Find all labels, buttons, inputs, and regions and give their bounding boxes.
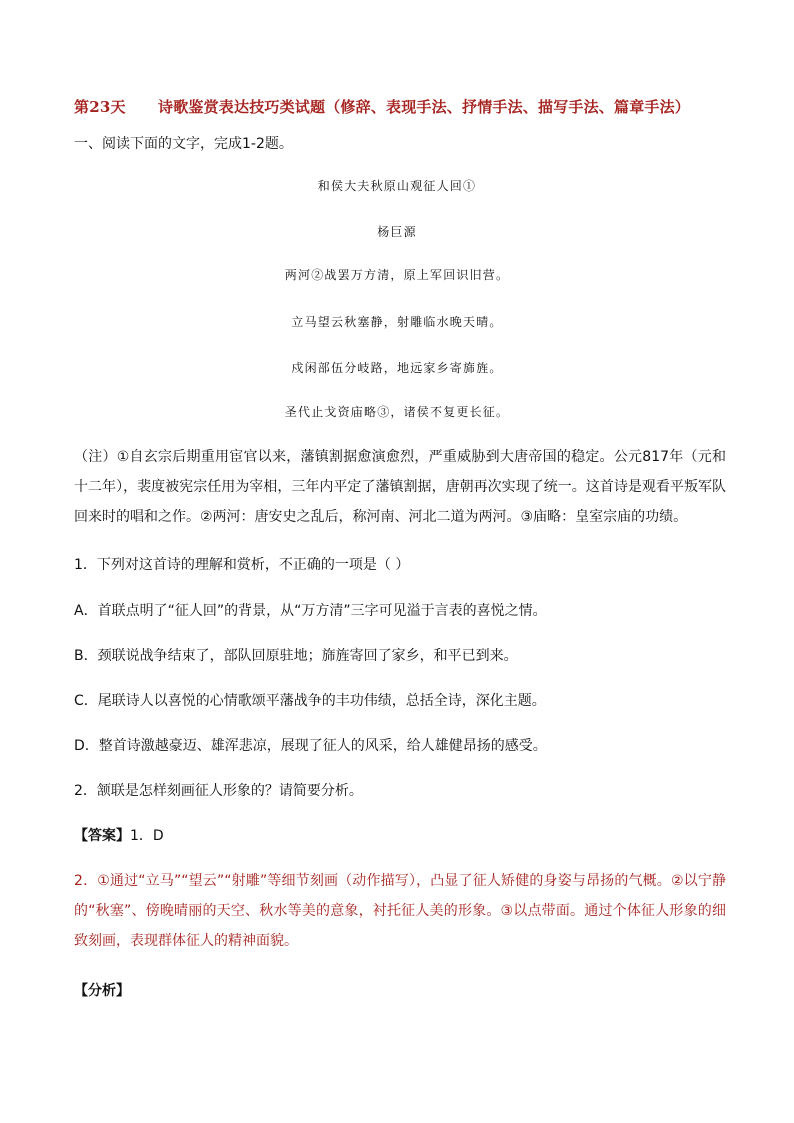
topic-label: 诗歌鉴赏表达技巧类试题（修辞、表现手法、抒情手法、描写手法、篇章手法） bbox=[158, 98, 691, 116]
section-intro: 一、阅读下面的文字，完成1-2题。 bbox=[74, 136, 293, 152]
page-title bbox=[74, 96, 734, 117]
analysis-label: 【分析】 bbox=[74, 983, 130, 999]
poem-line-4: 圣代止戈资庙略③，诸侯不复更长征。 bbox=[284, 405, 510, 419]
poem-line-2: 立马望云秋塞静，射雕临水晚天晴。 bbox=[291, 315, 503, 329]
poem-line-1: 两河②战罢万方清，原上军回识旧营。 bbox=[284, 268, 510, 282]
answer-line bbox=[74, 825, 164, 847]
poem-title: 和侯大夫秋原山观征人回① bbox=[317, 179, 477, 193]
answer-label: 【答案】 bbox=[74, 828, 130, 844]
option-c: C．尾联诗人以喜悦的心情歌颂平藩战争的丰功伟绩，总括全诗，深化主题。 bbox=[74, 693, 546, 709]
answer-q2: 2．①通过“立马”“望云”“射雕”等细节刻画（动作描写），凸显了征人矫健的身姿与昂扬的气概。②以宁静的“秋塞”、傍晚晴丽的天空、秋水等美的意象，衬托征人美的形象。③以点带面。通过个体征人形象的细致刻画，表现群体征人的精神面貌。 bbox=[74, 873, 726, 949]
answer-q1: 1．D bbox=[130, 828, 164, 844]
day-label: 第23天 bbox=[74, 98, 126, 116]
poem-line-3: 戍闲部伍分岐路，地远家乡寄旆旌。 bbox=[291, 361, 503, 375]
option-a: A．首联点明了“征人回”的背景，从“万方清”三字可见溢于言表的喜悦之情。 bbox=[74, 603, 547, 619]
poem-author: 杨巨源 bbox=[377, 225, 417, 239]
option-b: B．颈联说战争结束了，部队回原驻地；旆旌寄回了家乡，和平已到来。 bbox=[74, 648, 518, 664]
question-1: 1．下列对这首诗的理解和赏析，不正确的一项是（ ） bbox=[74, 557, 410, 573]
poem-notes: （注）①自玄宗后期重用宦官以来，藩镇割据愈演愈烈，严重威胁到大唐帝国的稳定。公元817年（元和十二年），裴度被宪宗任用为宰相，三年内平定了藩镇割据，唐朝再次实现了统一。这首诗是观看平叛军队回来时的唱和之作。②两河：唐安史之乱后，称河南、河北二道为两河。③庙略：皇室宗庙的功绩。 bbox=[74, 449, 726, 525]
option-d: D．整首诗激越豪迈、雄浑悲凉，展现了征人的风采，给人雄健昂扬的感受。 bbox=[74, 738, 547, 754]
question-2: 2．颔联是怎样刻画征人形象的？请简要分析。 bbox=[74, 783, 363, 799]
